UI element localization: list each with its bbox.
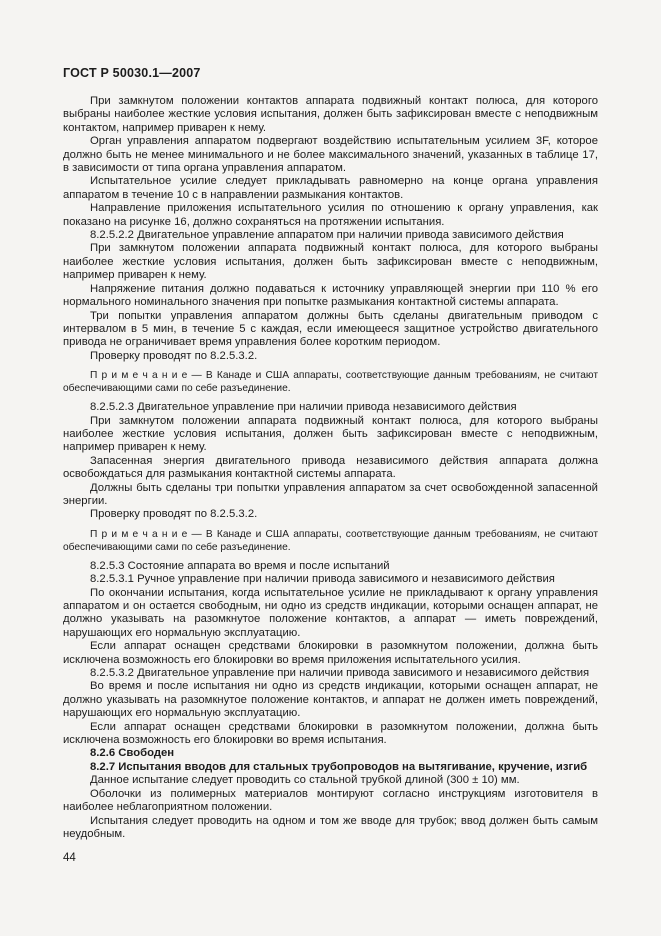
paragraph: Запасенная энергия двигательного привода независимого действия аппарата должна освобождаться для размыкания контактной системы аппарата. [63, 454, 598, 481]
paragraph: Во время и после испытания ни одно из средств индикации, которыми оснащен аппарат, не должно указывать на разомкнутое положение контактов, и аппарат не должен иметь повреждений, нарушающих его нормальную эксплуатацию. [63, 680, 598, 720]
paragraph: При замкнутом положении контактов аппарата подвижный контакт полюса, для которого выбраны наиболее жесткие условия испытания, должен быть зафиксирован вместе с неподвижным контактом, например приварен к нему. [63, 95, 598, 134]
paragraph: По окончании испытания, когда испытательное усилие не прикладывают к органу управления аппаратом и он остается свободным, ни одно из средств индикации, которыми оснащен аппарат, не должно указывать на разомкнутое положение контактов, а аппарат — иметь повреждений, нарушающих его нормальную эксплуатацию. [63, 586, 598, 639]
section-heading-8-2-7: 8.2.7 Испытания вводов для стальных трубопроводов на вытягивание, кручение, изгиб [90, 760, 588, 773]
paragraph: Проверку проводят по 8.2.5.3.2. [90, 508, 258, 521]
paragraph: Данное испытание следует проводить со стальной трубкой длиной (300 ± 10) мм. [90, 774, 520, 787]
paragraph: Оболочки из полимерных материалов монтируют согласно инструкциям изготовителя в наиболее неблагоприятном положении. [63, 787, 598, 814]
section-heading-8-2-5-2-3: 8.2.5.2.3 Двигательное управление при наличии привода независимого действия [90, 401, 517, 414]
page-number: 44 [63, 852, 76, 865]
section-heading-8-2-5-3: 8.2.5.3 Состояние аппарата во время и после испытаний [90, 559, 390, 572]
paragraph: Направление приложения испытательного усилия по отношению к органу управления, как показано на рисунке 16, должно сохраняться на протяжении испытания. [63, 202, 598, 228]
section-heading-8-2-5-3-2: 8.2.5.3.2 Двигательное управление при наличии привода зависимого и независимого действия [90, 667, 590, 680]
paragraph: Орган управления аппаратом подвергают воздействию испытательным усилием 3F, которое должно быть не менее минимального и не более максимального значений, указанных в таблице 17, в зависимости от типа органа управления аппаратом. [63, 135, 598, 175]
section-heading-8-2-5-3-1: 8.2.5.3.1 Ручное управление при наличии привода зависимого и независимого действия [90, 573, 555, 586]
paragraph: Должны быть сделаны три попытки управления аппаратом за счет освобожденной запасенной энергии. [63, 481, 598, 507]
paragraph: Напряжение питания должно подаваться к источнику управляющей энергии при 110 % его нормального номинального значения при попытке размыкания контактной системы аппарата. [63, 282, 598, 309]
paragraph: При замкнутом положении аппарата подвижный контакт полюса, для которого выбраны наиболее жесткие условия испытания, должен быть зафиксирован вместе с неподвижным, например приварен к нему. [63, 414, 598, 454]
paragraph: При замкнутом положении аппарата подвижный контакт полюса, для которого выбраны наиболее жесткие условия испытания, должен быть зафиксирован вместе с неподвижным, например приварен к нему. [63, 242, 598, 282]
note: П р и м е ч а н и е — В Канаде и США аппараты, соответствующие данным требованиям, не считают обеспечивающими сами по себе разъединение. [63, 528, 598, 553]
section-heading-8-2-5-2-2: 8.2.5.2.2 Двигательное управление аппаратом при наличии привода зависимого действия [90, 229, 564, 242]
note: П р и м е ч а н и е — В Канаде и США аппараты, соответствующие данным требованиям, не считают обеспечивающими сами по себе разъединение. [63, 370, 598, 395]
paragraph: Испытательное усилие следует прикладывать равномерно на конце органа управления аппаратом в течение 10 с в направлении размыкания контактов. [63, 175, 598, 201]
section-heading-8-2-6: 8.2.6 Свободен [90, 747, 175, 760]
standard-code-header: ГОСТ Р 50030.1—2007 [63, 66, 201, 80]
paragraph: Три попытки управления аппаратом должны быть сделаны двигательным приводом с интервалом в 5 мин, в течение 5 с каждая, если имеющееся защитное устройство двигательного привода не ограничивает время управления более коротким периодом. [63, 309, 598, 349]
paragraph: Если аппарат оснащен средствами блокировки в разомкнутом положении, должна быть исключена возможность его блокировки во время испытания. [63, 720, 598, 747]
paragraph: Если аппарат оснащен средствами блокировки в разомкнутом положении, должна быть исключена возможность его блокировки во время приложения испытательного усилия. [63, 640, 598, 666]
document-body [63, 95, 598, 841]
paragraph: Испытания следует проводить на одном и том же вводе для трубок; ввод должен быть самым неудобным. [63, 814, 598, 840]
paragraph: Проверку проводят по 8.2.5.3.2. [90, 349, 258, 362]
